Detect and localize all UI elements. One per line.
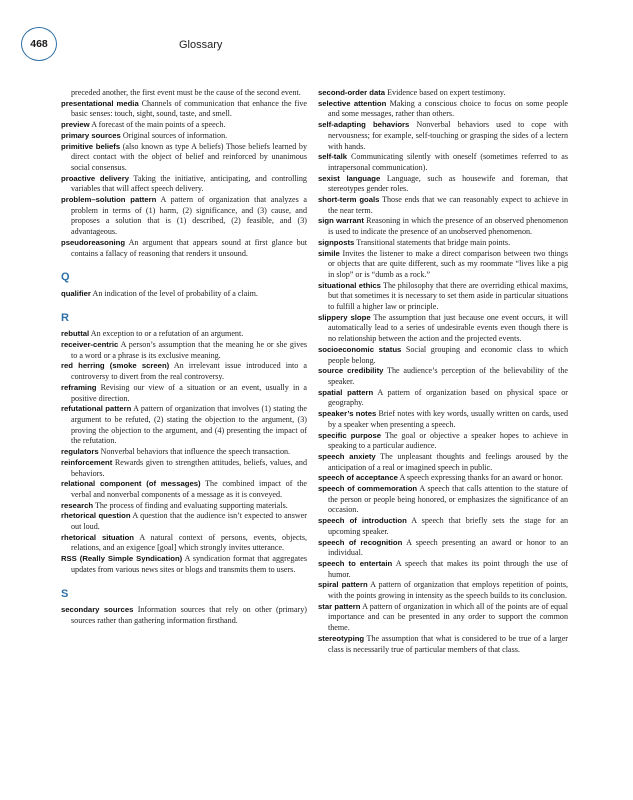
glossary-definition: The assumption that what is considered to be true of a larger class is necessarily true of particular members of that class. <box>328 633 568 654</box>
glossary-definition: Language, such as housewife and foreman, that stereotypes gender roles. <box>328 173 568 194</box>
glossary-definition: The philosophy that there are overriding ethical maxims, but that sometimes it is necessary to set them aside in particular situations to fulfill a higher law or principle. <box>328 280 569 312</box>
glossary-entry <box>318 431 568 452</box>
glossary-definition: (also known as type A beliefs) Those beliefs learned by direct contact with the object of belief and reinforced by unanimous social consensus. <box>71 141 308 172</box>
glossary-term: spiral pattern <box>318 580 368 590</box>
glossary-definition: A pattern of organization based on physical space or geography. <box>328 387 568 408</box>
glossary-term: preview <box>61 120 90 130</box>
glossary-entry <box>318 216 568 237</box>
glossary-term: situational ethics <box>318 280 381 290</box>
glossary-entry <box>61 458 307 479</box>
glossary-term: speech of acceptance <box>318 473 398 483</box>
glossary-term: qualifier <box>61 288 91 298</box>
glossary-definition: A syndication format that aggregates updates from various news sites or blogs and transmits them to users. <box>71 554 307 574</box>
glossary-definition: Nonverbal behaviors used to cope with nervousness; for example, self-touching or grasping the sides of a lectern with hands. <box>328 120 568 151</box>
glossary-entry <box>61 479 307 500</box>
page-number: 468 <box>30 38 48 50</box>
glossary-term: self-talk <box>318 152 348 162</box>
glossary-definition: Social grouping and economic class to which people belong. <box>328 344 568 365</box>
glossary-entry <box>318 120 568 152</box>
glossary-definition: The goal or objective a speaker hopes to achieve in speaking to a particular audience. <box>328 430 568 451</box>
glossary-definition: A speech that briefly sets the stage for an upcoming speaker. <box>328 516 568 536</box>
glossary-continuation: preceded another, the first event must be the cause of the second event. <box>71 88 301 97</box>
glossary-definition: A pattern of organization in which all of the points are of equal importance and can be presented in any order to support the common theme. <box>328 601 568 633</box>
glossary-term: rhetorical situation <box>61 532 134 542</box>
glossary-entry <box>61 511 307 532</box>
glossary-definition: An argument that appears sound at first glance but contains a fallacy of reasoning that renders it unsound. <box>71 237 307 258</box>
glossary-definition: Transitional statements that bridge main points. <box>354 237 511 247</box>
glossary-entry <box>318 174 568 195</box>
glossary-entry <box>61 174 307 195</box>
glossary-definition: Those ends that we can reasonably expect to achieve in the near term. <box>328 195 568 215</box>
glossary-entry <box>318 388 568 409</box>
glossary-term: short-term goals <box>318 195 380 205</box>
glossary-term: rebuttal <box>61 329 90 339</box>
glossary-term: spatial pattern <box>318 387 374 397</box>
glossary-term: relational component (of messages) <box>61 479 201 489</box>
glossary-term: signposts <box>318 237 355 247</box>
glossary-definition: A person’s assumption that the meaning he or she gives to a word or a phrase is its exclusive meaning. <box>71 340 307 360</box>
glossary-term: reframing <box>61 382 97 392</box>
glossary-entry <box>318 313 568 345</box>
glossary-definition: Original sources of information. <box>120 130 228 140</box>
glossary-term: speech of introduction <box>318 516 407 526</box>
glossary-entry <box>318 195 568 216</box>
glossary-term: primitive beliefs <box>61 141 121 151</box>
glossary-definition: The unpleasant thoughts and feelings aroused by the anticipation of a real or imagined speech in public. <box>328 451 569 472</box>
glossary-term: reinforcement <box>61 457 113 467</box>
section-letter: S <box>61 587 69 600</box>
glossary-definition: Channels of communication that enhance the five basic senses: touch, sight, sound, taste, and smell. <box>71 98 307 119</box>
glossary-term: secondary sources <box>61 605 134 615</box>
glossary-entry <box>61 120 307 131</box>
glossary-entry <box>318 559 568 580</box>
left-column <box>61 88 307 627</box>
glossary-term: star pattern <box>318 601 361 611</box>
glossary-definition: The process of finding and evaluating supporting materials. <box>93 500 288 510</box>
glossary-definition: A pattern of organization that analyzes a problem in terms of (1) harm, (2) significance, and (3) cause, and proposes a solution that is (1) described, (2) feasible, and (3) advantageous. <box>71 195 307 237</box>
glossary-definition: A forecast of the main points of a speech. <box>89 120 226 130</box>
glossary-definition: Evidence based on expert testimony. <box>385 88 506 97</box>
glossary-entry <box>318 345 568 366</box>
glossary-term: primary sources <box>61 130 121 140</box>
glossary-definition: The assumption that just because one event occurs, it will automatically lead to a series of undesirable events even though there is no relationship between the action and the projected events. <box>328 312 568 344</box>
page-number-badge <box>21 27 57 61</box>
glossary-definition: Making a conscious choice to focus on some people and some messages, rather than others. <box>328 98 568 119</box>
glossary-entry <box>318 484 568 516</box>
glossary-entry <box>318 88 568 99</box>
glossary-entry <box>61 447 307 458</box>
glossary-definition: A natural context of persons, events, objects, relations, and an exigence [goal] which strongly invites utterance. <box>71 532 307 553</box>
glossary-entry <box>318 152 568 173</box>
glossary-entry <box>318 452 568 473</box>
glossary-entry <box>61 605 307 626</box>
glossary-definition: The audience’s perception of the believability of the speaker. <box>328 366 568 386</box>
section-letter: R <box>61 311 69 324</box>
glossary-definition: A speech that calls attention to the stature of the person or people being honored, or emphasizes the significance of an occasion. <box>328 484 568 515</box>
glossary-term: slippery slope <box>318 312 371 322</box>
glossary-entry <box>61 404 307 447</box>
glossary-term: speech of commemoration <box>318 484 418 494</box>
glossary-definition: An irrelevant issue introduced into a controversy to divert from the real controversy. <box>71 361 307 382</box>
glossary-entry <box>318 602 568 634</box>
glossary-term: proactive delivery <box>61 173 129 183</box>
glossary-entry <box>318 580 568 601</box>
glossary-entry <box>318 281 568 313</box>
glossary-entry <box>61 195 307 238</box>
glossary-term: speech anxiety <box>318 451 376 461</box>
glossary-term: self-adapting behaviors <box>318 120 410 130</box>
glossary-definition: The combined impact of the verbal and nonverbal components of a message as it is conveyed. <box>71 479 307 499</box>
glossary-term: sign warrant <box>318 216 364 226</box>
glossary-entry <box>318 99 568 120</box>
glossary-definition: A speech presenting an award or honor to an individual. <box>328 537 569 558</box>
glossary-entry <box>318 366 568 387</box>
glossary-entry <box>61 340 307 361</box>
glossary-entry <box>318 634 568 655</box>
glossary-term: second-order data <box>318 88 386 97</box>
glossary-entry <box>61 554 307 575</box>
glossary-term: presentational media <box>61 98 139 108</box>
glossary-term: socioeconomic status <box>318 344 402 354</box>
glossary-term: source credibility <box>318 366 384 376</box>
glossary-term: problem–solution pattern <box>61 195 157 205</box>
glossary-definition: Nonverbal behaviors that influence the speech transaction. <box>98 447 291 457</box>
glossary-term: selective attention <box>318 98 387 108</box>
glossary-entry <box>318 238 568 249</box>
glossary-entry <box>61 361 307 382</box>
glossary-definition: A speech that makes its point through the use of humor. <box>328 558 568 579</box>
glossary-definition: Brief notes with key words, usually written on cards, used by a speaker when presenting a speech. <box>328 409 568 429</box>
glossary-entry <box>61 501 307 512</box>
glossary-definition: An indication of the level of probability of a claim. <box>90 288 258 298</box>
glossary-term: refutational pattern <box>61 404 132 414</box>
glossary-entry <box>318 538 568 559</box>
glossary-term: sexist language <box>318 173 381 183</box>
glossary-term: speech of recognition <box>318 537 403 547</box>
glossary-definition: Invites the listener to make a direct comparison between two things or objects that are quite different, such as my roommate “lives like a pig in slop” or is “dumb as a rock.” <box>328 248 568 279</box>
glossary-definition: An exception to or a refutation of an argument. <box>89 329 244 339</box>
glossary-term: RSS (Really Simple Syndication) <box>61 554 183 564</box>
glossary-term: receiver-centric <box>61 340 119 350</box>
glossary-term: speech to entertain <box>318 558 393 568</box>
glossary-definition: Communicating silently with oneself (sometimes referred to as intrapersonal communication). <box>328 152 568 172</box>
glossary-entry <box>61 131 307 142</box>
glossary-definition: A question that the audience isn’t expected to answer out loud. <box>71 511 308 532</box>
glossary-entry <box>61 99 307 120</box>
glossary-definition: Revising our view of a situation or an event, usually in a positive direction. <box>71 382 307 403</box>
glossary-term: research <box>61 500 94 510</box>
glossary-term: rhetorical question <box>61 511 131 521</box>
glossary-entry <box>318 473 568 484</box>
glossary-definition: A speech expressing thanks for an award or honor. <box>397 473 563 483</box>
glossary-entry <box>61 238 307 259</box>
glossary-definition: A pattern of organization that employs repetition of points, with the points growing in intensity as the speech builds to its conclusion. <box>328 580 568 601</box>
glossary-entry <box>61 142 307 174</box>
glossary-entry <box>61 533 307 554</box>
glossary-term: specific purpose <box>318 430 382 440</box>
glossary-definition: Rewards given to strengthen attitudes, beliefs, values, and behaviors. <box>71 457 307 478</box>
glossary-term: speaker’s notes <box>318 409 377 419</box>
glossary-term: simile <box>318 248 340 258</box>
running-head: Glossary <box>179 39 223 51</box>
glossary-definition: Reasoning in which the presence of an observed phenomenon is used to indicate the presence of an unobserved phenomenon. <box>328 216 568 237</box>
glossary-definition: Taking the initiative, anticipating, and controlling variables that will affect speech delivery. <box>71 173 307 194</box>
glossary-entry <box>318 249 568 281</box>
glossary-entry <box>318 409 568 430</box>
glossary-term: stereotyping <box>318 633 365 643</box>
glossary-entry <box>61 289 307 300</box>
glossary-definition: A pattern of organization that involves (1) stating the argument to be refuted, (2) stating the objection to the argument, (3) proving the objection to the argument, and (4) presenting the impact of the refutation. <box>71 404 307 446</box>
glossary-definition: Information sources that rely on other (primary) sources rather than gathering information firsthand. <box>71 605 307 625</box>
glossary-entry <box>61 383 307 404</box>
glossary-entry <box>61 329 307 340</box>
right-column <box>318 88 568 655</box>
glossary-entry <box>318 516 568 537</box>
glossary-term: regulators <box>61 447 99 457</box>
glossary-term: pseudoreasoning <box>61 237 126 247</box>
section-letter: Q <box>61 271 70 284</box>
glossary-term: red herring (smoke screen) <box>61 361 170 371</box>
